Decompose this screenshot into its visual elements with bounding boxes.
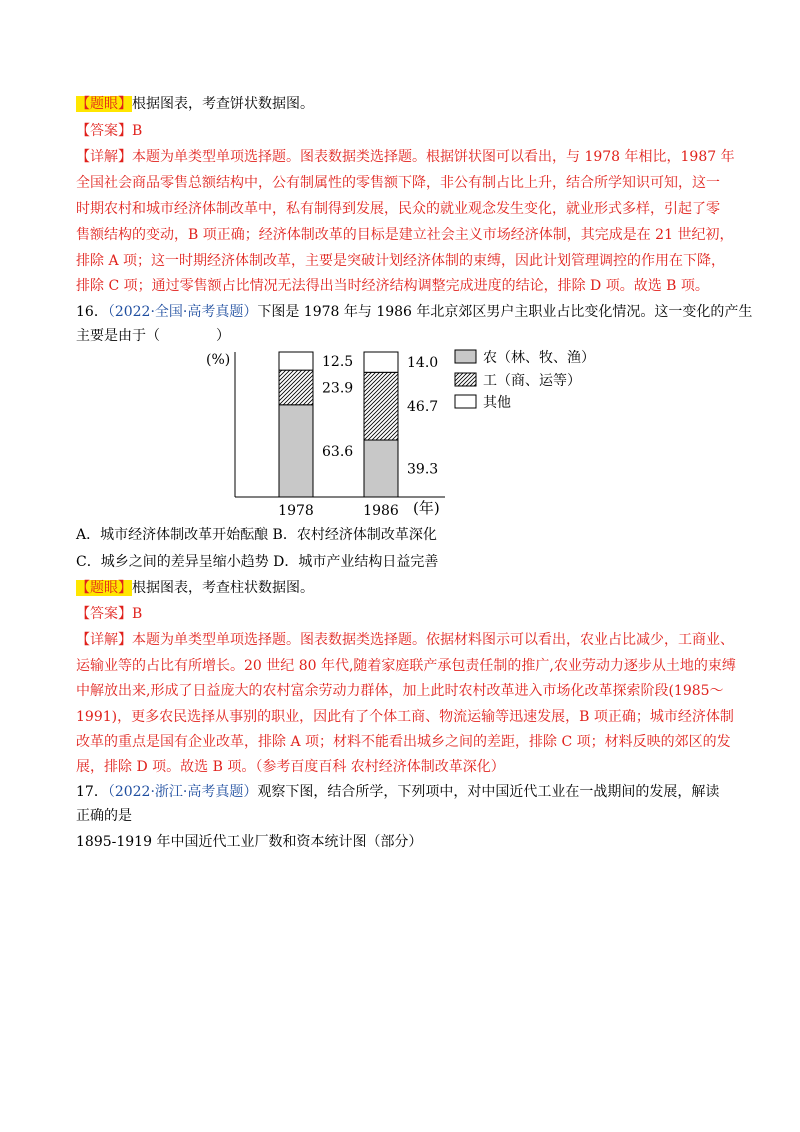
q16-detail-line-5: 改革的重点是国有企业改革，排除 A 项；材料不能看出城乡之间的差距，排除 C 项；材料反映的郊区的发 [76,734,731,750]
q16-stem-line-2: 主要是由于（ ） [76,328,230,344]
q15-tiyan-tag: 【题眼】 [76,96,132,112]
q17-figure-caption: 1895-1919 年中国近代工业厂数和资本统计图（部分） [76,834,423,850]
legend-swatch-1 [455,373,476,386]
q16-detail-line-1 [76,630,734,650]
data-label-1978-2: 12.5 [322,354,354,371]
q16-stem-1: 下图是 1978 年与 1986 年北京郊区男户主职业占比变化情况。这一变化的产生 [257,304,753,320]
q16-detail-line-6: 展，排除 D 项。故选 B 项。（参考百度百科 农村经济体制改革深化） [76,759,505,775]
q16-detail-tag: 【详解】 [76,632,132,648]
legend-swatch-2 [455,395,476,408]
bar-segment-1978-other [279,352,313,370]
q15-detail-line-2: 全国社会商品零售总额结构中，公有制属性的零售额下降，非公有制占比上升，结合所学知识可知，这一 [76,175,720,191]
q17-source: （2022·浙江·高考真题） [107,784,258,800]
legend-label-0: 农（林、牧、渔） [483,350,595,366]
q15-tiyan-text: 根据图表，考查饼状数据图。 [132,96,314,112]
q16-options-line-1: A．城市经济体制改革开始酝酿 B．农村经济体制改革深化 [76,527,437,543]
y-axis-label: (%) [206,352,231,368]
q16-answer-value: B [132,606,143,622]
x-axis-label: (年) [413,499,440,517]
data-label-1986-2: 14.0 [407,355,439,372]
q16-tiyan-tag: 【题眼】 [76,580,132,596]
q16-answer-line [76,604,142,624]
q17-stem-line-2: 正确的是 [76,808,132,824]
q15-detail-tag: 【详解】 [76,149,132,165]
q15-answer-tag: 【答案】 [76,123,132,139]
q15-answer-value: B [132,123,143,139]
q17-number: 17． [76,784,108,800]
data-label-1986-0: 39.3 [407,461,439,478]
q16-answer-tag: 【答案】 [76,606,132,622]
q16-source: （2022·全国·高考真题） [107,304,258,320]
q16-options-line-2: C．城乡之间的差异呈缩小趋势 D．城市产业结构日益完善 [76,554,439,570]
q16-number: 16． [76,304,108,320]
bar-segment-1978-agriculture [279,405,313,497]
legend-label-1: 工（商、运等） [483,373,581,389]
q16-detail-line-4: 1991)，更多农民选择从事别的职业，因此有了个体工商、物流运输等迅速发展，B 项正确；城市经济体制 [76,709,734,725]
q16-detail-text: 本题为单类型单项选择题。图表数据类选择题。依据材料图示可以看出，农业占比减少，工商业、 [132,632,734,648]
data-label-1978-0: 63.6 [322,443,354,460]
x-tick-label-1978: 1978 [278,503,314,519]
q16-tiyan-text: 根据图表，考查柱状数据图。 [132,580,314,596]
legend-label-2: 其他 [483,395,511,411]
q17-stem-line-1 [76,782,719,802]
q15-detail-line-5: 排除 A 项；这一时期经济体制改革，主要是突破计划经济体制的束缚，因此计划管理调控的作用在下降， [76,253,726,269]
data-label-1978-1: 23.9 [322,380,354,397]
q15-detail-line-4: 售额结构的变动，B 项正确；经济体制改革的目标是建立社会主义市场经济体制，其完成是在 21 世纪初， [76,227,734,243]
bar-segment-1986-industry [364,372,398,440]
bar-segment-1986-other [364,352,398,372]
q15-detail-text: 本题为单类型单项选择题。图表数据类选择题。根据饼状图可以看出，与 1978 年相比，1987 年 [132,149,735,165]
x-tick-label-1986: 1986 [363,503,399,519]
q15-detail-line-3: 时期农村和城市经济体制改革中，私有制得到发展，民众的就业观念发生变化，就业形式多样，引起了零 [76,201,720,217]
q17-stem-1: 观察下图，结合所学，下列项中，对中国近代工业在一战期间的发展，解读 [257,784,720,800]
q16-detail-line-2: 运输业等的占比有所增长。20 世纪 80 年代,随着家庭联产承包责任制的推广,农业劳动力逐步从土地的束缚 [76,658,736,674]
legend-swatch-0 [455,350,476,363]
bar-segment-1978-industry [279,370,313,405]
q16-tiyan-line [76,578,314,598]
data-label-1986-1: 46.7 [407,399,439,416]
bar-segment-1986-agriculture [364,440,398,497]
q15-detail-line-6: 排除 C 项；通过零售额占比情况无法得出当时经济结构调整完成进度的结论，排除 D 项。故选 B 项。 [76,278,709,294]
q16-detail-line-3: 中解放出来,形成了日益庞大的农村富余劳动力群体，加上此时农村改革进入市场化改革探索阶段(1985～ [76,683,724,699]
